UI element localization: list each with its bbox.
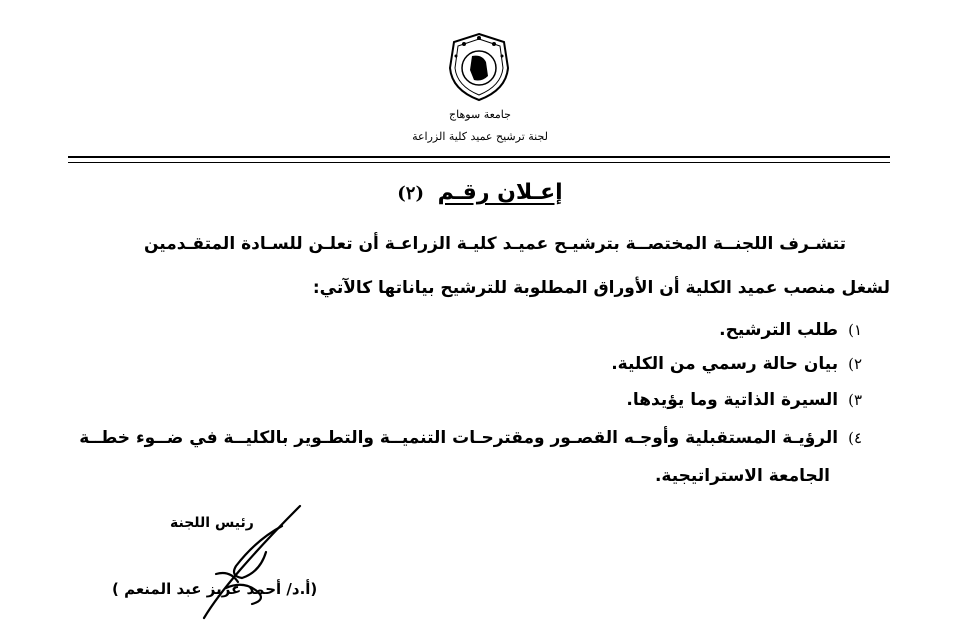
list-item xyxy=(626,390,862,410)
list-item-number: ٤) xyxy=(848,429,862,447)
intro-paragraph-line-2: لشغل منصب عميد الكلية أن الأوراق المطلوبة للترشيح بياناتها كالآتي: xyxy=(312,278,890,298)
list-item xyxy=(719,320,862,340)
list-item xyxy=(79,428,862,448)
announcement-number: (٢) xyxy=(397,183,424,204)
list-item xyxy=(611,354,862,374)
handwritten-signature-icon xyxy=(196,500,316,622)
signature-title: رئيس اللجنة xyxy=(170,515,254,531)
announcement-title xyxy=(0,180,960,205)
announcement-title-text: إعـلان رقـم xyxy=(437,180,563,205)
list-item-text: الرؤيـة المستقبلية وأوجـه القصـور ومقترحـات التنميــة والتطـوير بالكليــة في ضــوء خطــة xyxy=(79,428,839,448)
list-item-text: طلب الترشيح. xyxy=(719,320,839,340)
signer-name: (أ.د/ أحمد عزيز عبد المنعم ) xyxy=(112,580,318,598)
list-item-number: ٣) xyxy=(848,391,862,409)
committee-name: لجنة ترشيح عميد كلية الزراعة xyxy=(412,130,548,143)
intro-paragraph-line-1: تتشـرف اللجنــة المختصــة بترشيـح عميـد كليـة الزراعـة أن تعلـن للسـادة المتقـدمين xyxy=(143,234,846,254)
list-item-text: بيان حالة رسمي من الكلية. xyxy=(611,354,839,374)
list-item-continuation: الجامعة الاستراتيجية. xyxy=(654,466,830,486)
list-item-number: ١) xyxy=(848,321,862,339)
list-item-text: السيرة الذاتية وما يؤيدها. xyxy=(626,390,839,410)
university-crest-icon xyxy=(442,30,516,104)
header-divider xyxy=(68,156,890,158)
list-item-number: ٢) xyxy=(848,355,862,373)
university-name: جامعة سوهاج xyxy=(449,108,511,121)
header-divider-thin xyxy=(68,162,890,163)
